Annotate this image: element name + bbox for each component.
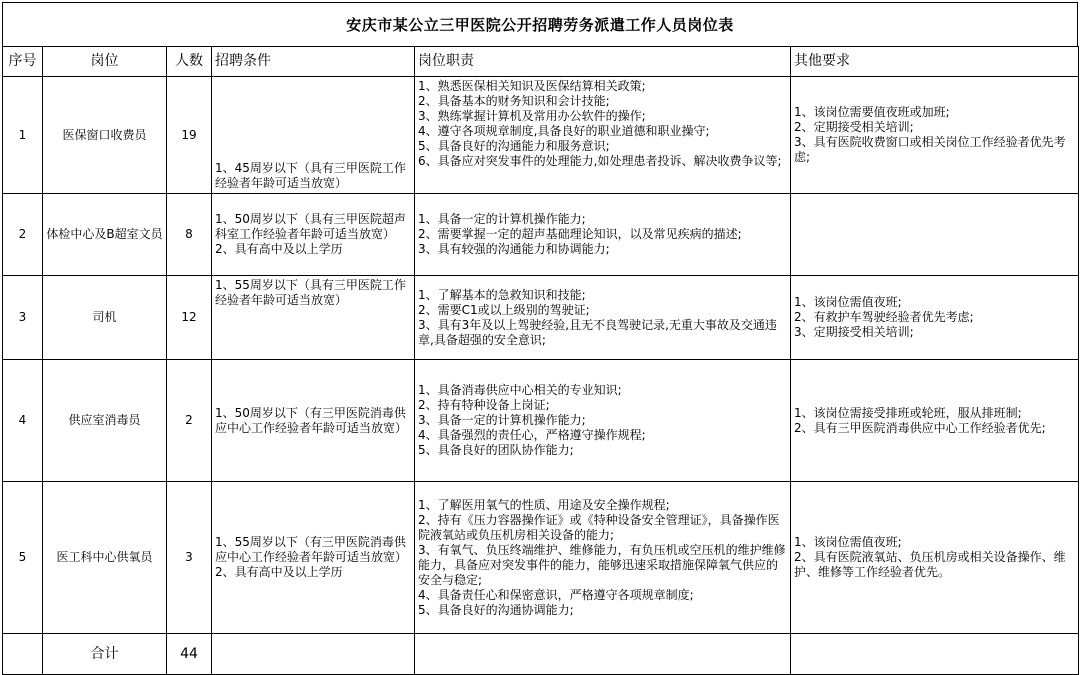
other-line: 2、有救护车驾驶经验者优先考虑; [794,310,974,324]
row-other [791,276,1079,360]
row-no: 1 [3,77,43,194]
table-row [3,482,1079,634]
row-conditions [212,77,415,194]
total-row [3,634,1079,675]
row-other [791,194,1079,276]
condition-line: 1、45周岁以下（具有三甲医院工作经验者年龄可适当放宽） [215,161,406,190]
row-duties [415,77,791,194]
row-duties [415,360,791,482]
total-count: 44 [167,634,212,675]
other-line: 3、具有医院收费窗口或相关岗位工作经验者优先考虑; [794,135,1066,164]
row-duties [415,482,791,634]
row-count: 12 [167,276,212,360]
job-table [2,46,1079,675]
duty-line: 1、具备一定的计算机操作能力; [418,212,586,226]
row-no: 3 [3,276,43,360]
duty-line: 3、熟练掌握计算机及常用办公软件的操作; [418,109,646,123]
duty-line: 3、具备一定的计算机操作能力; [418,413,586,427]
other-line: 2、定期接受相关培训; [794,120,914,134]
duty-line: 2、需要掌握一定的超声基础理论知识，以及常见疾病的描述; [418,227,742,241]
table-row [3,276,1079,360]
header-duties: 岗位职责 [415,47,791,77]
row-no: 2 [3,194,43,276]
row-post: 司机 [43,276,167,360]
row-duties [415,276,791,360]
duty-line: 2、持有特种设备上岗证; [418,398,550,412]
page-title: 安庆市某公立三甲医院公开招聘劳务派遣工作人员岗位表 [2,2,1078,46]
total-other [791,634,1079,675]
duty-line: 6、具备应对突发事件的处理能力,如处理患者投诉、解决收费争议等; [418,154,782,168]
header-conditions: 招聘条件 [212,47,415,77]
condition-line: 1、55周岁以下（具有三甲医院工作经验者年龄可适当放宽） [215,278,406,307]
row-count: 19 [167,77,212,194]
table-row [3,360,1079,482]
row-other [791,360,1079,482]
row-no: 4 [3,360,43,482]
condition-line: 1、50周岁以下（有三甲医院消毒供应中心工作经验者年龄可适当放宽） [215,405,408,435]
duty-line: 2、需要C1或以上级别的驾驶证; [418,302,590,317]
row-no: 5 [3,482,43,634]
duty-line: 3、具有3年及以上驾驶经验,且无不良驾驶记录,无重大事故及交通违章,具备超强的安全意识; [418,317,777,347]
header-row [3,47,1079,77]
row-post: 医工科中心供氧员 [43,482,167,634]
header-count: 人数 [167,47,212,77]
row-conditions [212,276,415,360]
header-no: 序号 [3,47,43,77]
duty-line: 5、具备良好的团队协作能力; [418,443,574,457]
duty-line: 1、了解医用氧气的性质、用途及安全操作规程; [418,497,670,512]
duty-line: 2、持有《压力容器操作证》或《特种设备安全管理证》，具备操作医院液氧站或负压机房相关设备的能力; [418,512,780,542]
row-post: 医保窗口收费员 [43,77,167,194]
row-other [791,77,1079,194]
total-duties [415,634,791,675]
row-post: 供应室消毒员 [43,360,167,482]
condition-line: 1、55周岁以下（有三甲医院消毒供应中心工作经验者年龄可适当放宽） [215,535,408,564]
other-line: 1、该岗位需值夜班; [794,535,902,549]
row-conditions [212,360,415,482]
condition-line: 2、具有高中及以上学历 [215,242,343,256]
duty-line: 4、具备责任心和保密意识，严格遵守各项规章制度; [418,587,694,602]
total-no [3,634,43,675]
row-duties [415,194,791,276]
table-row [3,194,1079,276]
row-post: 体检中心及B超室文员 [43,194,167,276]
other-line: 3、定期接受相关培训; [794,325,914,339]
row-other [791,482,1079,634]
table-row [3,77,1079,194]
duty-line: 2、具备基本的财务知识和会计技能; [418,94,610,108]
header-other: 其他要求 [791,47,1079,77]
total-conditions [212,634,415,675]
other-line: 1、该岗位需接受排班或轮班，服从排班制; [794,405,1022,420]
condition-line: 1、50周岁以下（具有三甲医院超声科室工作经验者年龄可适当放宽） [215,212,406,241]
duty-line: 4、具备强烈的责任心，严格遵守操作规程; [418,428,646,442]
other-line: 1、该岗位需值夜班; [794,295,902,309]
duty-line: 1、具备消毒供应中心相关的专业知识; [418,383,622,397]
other-line: 2、具有医院液氧站、负压机房或相关设备操作、维护、维修等工作经验者优先。 [794,550,1066,579]
row-conditions [212,194,415,276]
other-line: 1、该岗位需要值夜班或加班; [794,105,950,119]
row-count: 8 [167,194,212,276]
duty-line: 5、具备良好的沟通协调能力; [418,602,574,617]
condition-line: 2、具有高中及以上学历 [215,565,343,579]
row-count: 2 [167,360,212,482]
other-line: 2、具有三甲医院消毒供应中心工作经验者优先; [794,420,1046,435]
duty-line: 4、遵守各项规章制度,具备良好的职业道德和职业操守; [418,124,710,138]
duty-line: 1、熟悉医保相关知识及医保结算相关政策; [418,79,646,93]
duty-line: 5、具备良好的沟通能力和服务意识; [418,139,610,153]
duty-line: 3、有氧气、负压终端维护、维修能力，有负压机或空压机的维护维修能力，具备应对突发事件的能力，能够迅速采取措施保障氧气供应的安全与稳定; [418,542,786,587]
row-count: 3 [167,482,212,634]
row-conditions [212,482,415,634]
duty-line: 1、了解基本的急救知识和技能; [418,287,586,302]
total-label: 合计 [43,634,167,675]
duty-line: 3、具有较强的沟通能力和协调能力; [418,242,610,256]
header-post: 岗位 [43,47,167,77]
